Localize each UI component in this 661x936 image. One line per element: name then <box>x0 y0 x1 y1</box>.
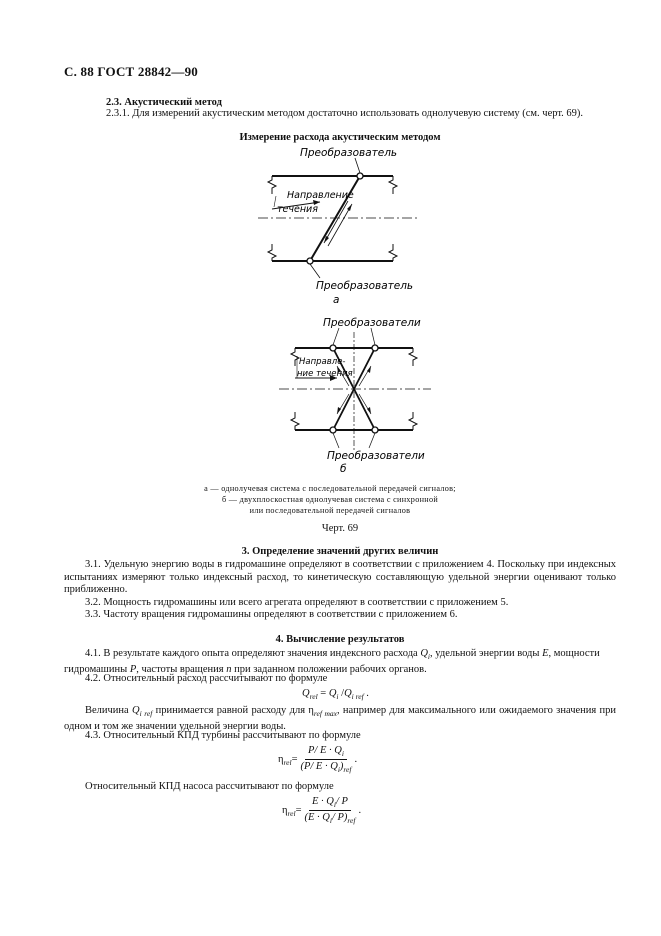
paragraph-2-3-1: 2.3.1. Для измерений акустическим методом достаточно использовать однолучевую систему (см. черт. 69). <box>106 108 584 119</box>
figure-title: Измерение расхода акустическим методом <box>239 132 441 143</box>
paragraph-4-2: 4.2. Относительный расход рассчитывают по формуле <box>85 673 328 684</box>
fig-b-label-top: Преобразователи <box>323 317 421 329</box>
fig-a-flow-line1: Направление <box>287 190 354 201</box>
formula-q-rel: $Q_{rel} = Q_i$ $/Q_{i ref}$ . <box>302 688 369 702</box>
paragraph-3-2: 3.2. Мощность гидромашины или всего агрегата определяют в соответствии с приложением 5. <box>85 597 509 608</box>
paragraph-3-1: 3.1. Удельную энергию воды в гидромашине определяют в соответствии с приложением 4. Поскольку при индексных испытаниях измеряют только индексный расход, то кинетическую составляющую удельной энергии оценивают только приближенно. <box>64 559 616 596</box>
paragraph-3-3: 3.3. Частоту вращения гидромашины определяют в соответствии с приложением 6. <box>85 609 458 620</box>
figure-caption-b2: или последовательной передачей сигналов <box>249 506 411 515</box>
fig-b-flow-line1: Направле- <box>299 357 346 367</box>
paragraph-4-1: 4.1. В результате каждого опыта определяют значения индексного расхода $Q_i$, удельной энергии воды E, мощности гидромашины P, частоты вращения n при заданном положении рабочих органов. <box>64 648 600 675</box>
fig-b-letter: б <box>340 463 347 474</box>
paragraph-pump: Относительный КПД насоса рассчитывают по формуле <box>85 781 334 792</box>
figure-number: Черт. 69 <box>321 523 359 534</box>
formula-turbine-efficiency: $\eta_{rel}=$ $\frac{P/ E \cdot Q_i}{(P/ E \cdot Q_i)_{ref}}$ . <box>278 745 358 775</box>
page-header: С. 88 ГОСТ 28842—90 <box>64 64 198 79</box>
paragraph-4-3: 4.3. Относительный КПД турбины рассчитывают по формуле <box>85 730 361 741</box>
fig-b-label-bottom: Преобразователи <box>327 450 425 462</box>
figure-69b-diagram <box>275 314 435 474</box>
paragraph-4-2-value: Величина $Q_{i ref}$ принимается равной расходу для $\eta_{ref max}$, например для максимального или ожидаемого значения при одном и том же значении удельной энергии воды. <box>64 705 617 732</box>
fig-a-label-bottom: Преобразователь <box>316 280 414 292</box>
figure-caption-b1: б — двухплоскостная однолучевая система с синхронной <box>221 495 439 504</box>
fig-a-flow-line2: течения <box>277 204 318 215</box>
formula-pump-efficiency: $\eta_{rel}=$ $\frac{E \cdot Q_i/ P}{(E \cdot Q_i/ P)_{ref}}$ . <box>282 796 362 826</box>
section-4-heading: 4. Вычисление результатов <box>275 634 405 645</box>
fig-b-flow-line2: ние течения <box>297 369 353 379</box>
fig-a-label-top: Преобразователь <box>300 147 398 159</box>
section-3-heading: 3. Определение значений других величин <box>241 546 439 557</box>
section-2-3-heading: 2.3. Акустический метод <box>106 97 222 108</box>
figure-caption-a: а — однолучевая система с последовательной передачей сигналов; <box>204 484 456 493</box>
figure-69a-diagram <box>250 146 430 306</box>
fig-a-letter: а <box>333 294 340 306</box>
